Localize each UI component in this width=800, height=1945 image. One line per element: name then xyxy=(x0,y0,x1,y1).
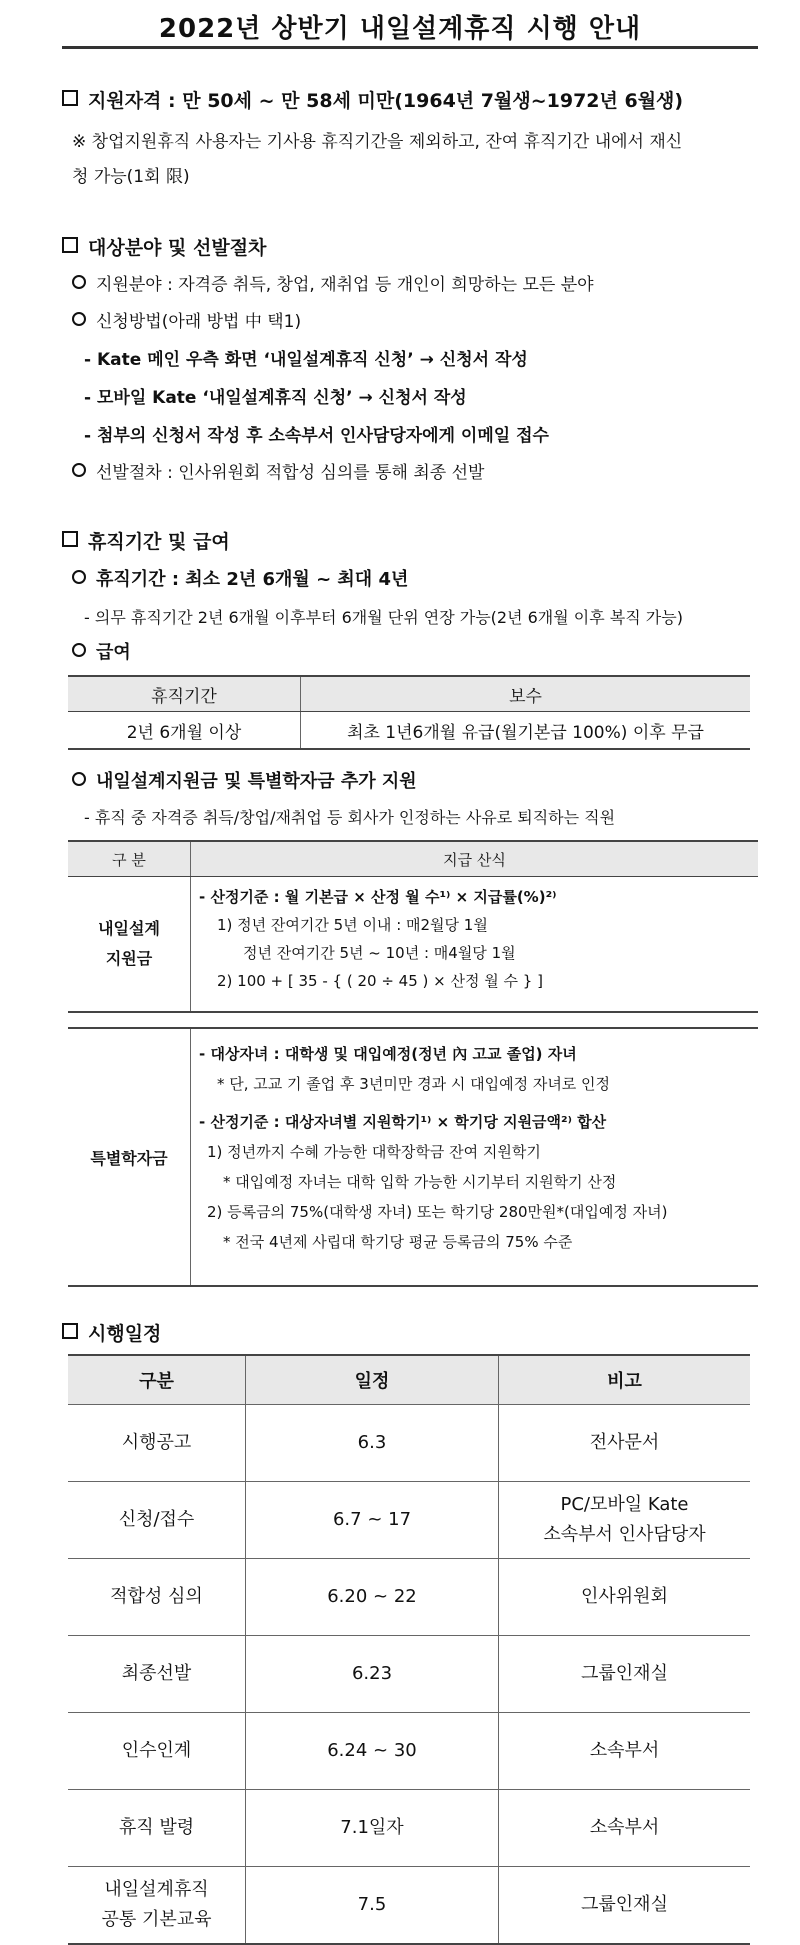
table-row xyxy=(68,1028,758,1286)
table-row xyxy=(68,1867,750,1945)
table-row xyxy=(68,712,750,750)
schedule-header-note: 비고 xyxy=(499,1355,751,1405)
circle-bullet-icon xyxy=(72,312,86,326)
schedule-cell: 6.20 ~ 22 xyxy=(246,1559,499,1636)
schedule-cell: 전사문서 xyxy=(499,1405,751,1482)
schedule-cell: 7.5 xyxy=(246,1867,499,1945)
schedule-cell: 인수인계 xyxy=(68,1713,246,1790)
page-title: 2022년 상반기 내일설계휴직 시행 안내 xyxy=(158,14,642,44)
pay-table xyxy=(68,675,750,750)
table-row xyxy=(68,1559,750,1636)
support-header-formula: 지급 산식 xyxy=(191,841,759,877)
schedule-cell: 6.23 xyxy=(246,1636,499,1713)
pay-label: 급여 xyxy=(72,638,131,668)
schedule-cell: 6.24 ~ 30 xyxy=(246,1713,499,1790)
table-row xyxy=(68,841,758,877)
circle-bullet-icon xyxy=(72,643,86,657)
schedule-cell: 6.7 ~ 17 xyxy=(246,1482,499,1559)
period-note: - 의무 휴직기간 2년 6개월 이후부터 6개월 단위 연장 가능(2년 6개월 이후 복직 가능) xyxy=(84,608,683,627)
schedule-header-date: 일정 xyxy=(246,1355,499,1405)
support-body-allowance: - 산정기준 : 월 기본급 × 산정 월 수¹⁾ × 지급률(%)²⁾ 1) 정년 잔여기간 5년 이내 : 매2월당 1월 정년 잔여기간 5년 ~ 10년 : 매4월당 1월 2) 100 + [ 35 - { ( 20 ÷ 45 ) × 산정 월 수 } ] xyxy=(199,888,557,990)
table-row xyxy=(68,1713,750,1790)
table-row xyxy=(68,1636,750,1713)
schedule-cell: 적합성 심의 xyxy=(68,1559,246,1636)
support-item: 내일설계지원금 및 특별학자금 추가 지원 xyxy=(72,767,417,797)
schedule-header-category: 구분 xyxy=(68,1355,246,1405)
method-item: 신청방법(아래 방법 中 택1) xyxy=(72,307,301,337)
schedule-cell: 시행공고 xyxy=(68,1405,246,1482)
support-header-category: 구 분 xyxy=(68,841,191,877)
section-schedule-heading: 시행일정 xyxy=(62,1319,161,1346)
circle-bullet-icon xyxy=(72,772,86,786)
table-row xyxy=(68,877,758,1013)
selection-item: 선발절차 : 인사위원회 적합성 심의를 통해 최종 선발 xyxy=(72,458,484,488)
circle-bullet-icon xyxy=(72,275,86,289)
table-row xyxy=(68,1790,750,1867)
support-label-scholarship: 특별학자금 xyxy=(68,1028,191,1286)
schedule-cell: 최종선발 xyxy=(68,1636,246,1713)
period-item: 휴직기간 : 최소 2년 6개월 ~ 최대 4년 xyxy=(72,565,408,595)
square-bullet-icon xyxy=(62,237,78,253)
eligibility-note-line2: 청 가능(1회 限) xyxy=(72,167,190,187)
schedule-cell: 7.1일자 xyxy=(246,1790,499,1867)
schedule-cell: 그룹인재실 xyxy=(499,1636,751,1713)
title-divider xyxy=(62,46,758,49)
table-row xyxy=(68,676,750,712)
table-row xyxy=(68,1012,758,1028)
section-eligibility-heading: 지원자격 : 만 50세 ~ 만 58세 미만(1964년 7월생~1972년 6월생) xyxy=(62,86,683,113)
pay-cell-period: 2년 6개월 이상 xyxy=(68,712,301,750)
field-item: 지원분야 : 자격증 취득, 창업, 재취업 등 개인이 희망하는 모든 분야 xyxy=(72,270,594,300)
circle-bullet-icon xyxy=(72,570,86,584)
circle-bullet-icon xyxy=(72,463,86,477)
schedule-cell: 소속부서 xyxy=(499,1790,751,1867)
square-bullet-icon xyxy=(62,1323,78,1339)
section-period-heading: 휴직기간 및 급여 xyxy=(62,527,230,554)
schedule-cell: 휴직 발령 xyxy=(68,1790,246,1867)
method-option-2: - 모바일 Kate ‘내일설계휴직 신청’ → 신청서 작성 xyxy=(84,388,467,408)
support-note: - 휴직 중 자격증 취득/창업/재취업 등 회사가 인정하는 사유로 퇴직하는 직원 xyxy=(84,808,616,827)
schedule-cell: 내일설계휴직 공통 기본교육 xyxy=(68,1867,246,1945)
pay-header-salary: 보수 xyxy=(301,676,751,712)
method-option-1: - Kate 메인 우측 화면 ‘내일설계휴직 신청’ → 신청서 작성 xyxy=(84,350,528,370)
schedule-cell: 6.3 xyxy=(246,1405,499,1482)
schedule-table xyxy=(68,1354,750,1945)
square-bullet-icon xyxy=(62,90,78,106)
schedule-cell: 그룹인재실 xyxy=(499,1867,751,1945)
schedule-cell: PC/모바일 Kate 소속부서 인사담당자 xyxy=(499,1482,751,1559)
table-row xyxy=(68,1405,750,1482)
support-body-scholarship: - 대상자녀 : 대학생 및 대입예정(정년 內 고교 졸업) 자녀 * 단, 고교 기 졸업 후 3년미만 경과 시 대입예정 자녀로 인정 - 산정기준 : 대상자녀별 지원학기¹⁾ × 학기당 지원금액²⁾ 합산 1) 정년까지 수혜 가능한 대학장학금 잔여 지원학기 * 대입예정 자녀는 대학 입학 가능한 시기부터 지원학기 산정 2) 등록금의 75%(대학생 자녀) 또는 학기당 280만원*(대입예정 자녀) * 전국 4년제 사립대 학기당 평균 등록금의 75% 수준 xyxy=(199,1045,668,1251)
pay-cell-salary: 최초 1년6개월 유급(월기본급 100%) 이후 무급 xyxy=(301,712,751,750)
schedule-cell: 소속부서 xyxy=(499,1713,751,1790)
pay-header-period: 휴직기간 xyxy=(68,676,301,712)
schedule-cell: 신청/접수 xyxy=(68,1482,246,1559)
table-row xyxy=(68,1355,750,1405)
schedule-cell: 인사위원회 xyxy=(499,1559,751,1636)
support-label-allowance: 내일설계 지원금 xyxy=(68,877,191,1013)
square-bullet-icon xyxy=(62,531,78,547)
eligibility-note-line1: ※ 창업지원휴직 사용자는 기사용 휴직기간을 제외하고, 잔여 휴직기간 내에서 재신 xyxy=(72,132,683,152)
support-table xyxy=(68,840,758,1287)
section-field-heading: 대상분야 및 선발절차 xyxy=(62,233,266,260)
table-row xyxy=(68,1482,750,1559)
method-option-3: - 첨부의 신청서 작성 후 소속부서 인사담당자에게 이메일 접수 xyxy=(84,426,549,446)
